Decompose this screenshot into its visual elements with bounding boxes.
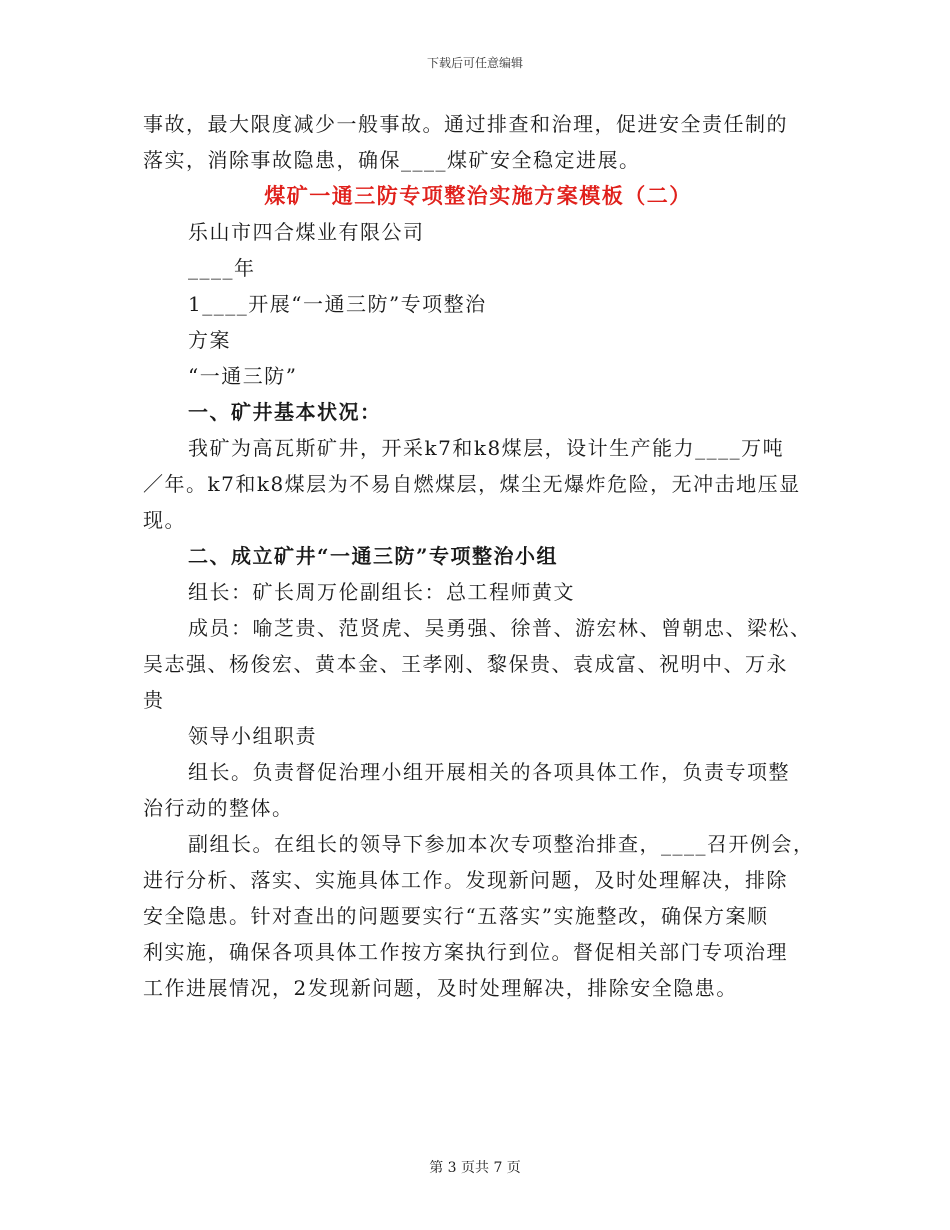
section2-heading: 二、成立矿井“一通三防”专项整治小组 xyxy=(188,544,559,568)
intro-line: 事故，最大限度减少一般事故。通过排查和治理，促进安全责任制的 xyxy=(143,112,788,136)
page-header: 下载后可任意编辑 xyxy=(426,56,523,70)
deputy-duty-line: 副组长。在组长的领导下参加本次专项整治排查，____召开例会， xyxy=(188,832,815,856)
section1-line: ／年。k7和k8煤层为不易自燃煤层，煤尘无爆炸危险，无冲击地压显 xyxy=(143,472,801,496)
document-title: 煤矿一通三防专项整治实施方案模板（二） xyxy=(264,183,692,208)
document-body xyxy=(143,106,813,1006)
section1-line: 我矿为高瓦斯矿井，开采k7和k8煤层，设计生产能力____万吨 xyxy=(188,436,785,460)
leader-duty-line: 治行动的整体。 xyxy=(143,796,294,820)
duties-heading: 领导小组职责 xyxy=(188,724,317,748)
company-name: 乐山市四合煤业有限公司 xyxy=(188,220,425,244)
leader-duty-line: 组长。负责督促治理小组开展相关的各项具体工作，负责专项整 xyxy=(188,760,790,784)
members-line: 贵 xyxy=(143,688,165,712)
plan-line: 1____开展“一通三防”专项整治 xyxy=(188,292,487,316)
year-line: ____年 xyxy=(188,256,256,280)
intro-line: 落实，消除事故隐患，确保____煤矿安全稳定进展。 xyxy=(143,148,641,172)
section1-heading: 一、矿井基本状况： xyxy=(188,400,382,424)
deputy-duty-line: 利实施，确保各项具体工作按方案执行到位。督促相关部门专项治理 xyxy=(143,940,788,964)
page-footer: 第 3 页共 7 页 xyxy=(429,1160,521,1176)
topic-line: “一通三防” xyxy=(188,364,298,388)
members-line: 成员：喻芝贵、范贤虎、吴勇强、徐普、游宏林、曾朝忠、梁松、 xyxy=(188,616,812,640)
members-line: 吴志强、杨俊宏、黄本金、王孝刚、黎保贵、袁成富、祝明中、万永 xyxy=(143,652,788,676)
deputy-duty-line: 进行分析、落实、实施具体工作。发现新问题，及时处理解决，排除 xyxy=(143,868,788,892)
plan-word: 方案 xyxy=(188,328,231,352)
leaders-line: 组长：矿长周万伦副组长：总工程师黄文 xyxy=(188,580,575,604)
deputy-duty-line: 工作进展情况，2发现新问题，及时处理解决，排除安全隐患。 xyxy=(143,976,738,1000)
section1-line: 现。 xyxy=(143,508,186,532)
deputy-duty-line: 安全隐患。针对查出的问题要实行“五落实”实施整改，确保方案顺 xyxy=(143,904,769,928)
